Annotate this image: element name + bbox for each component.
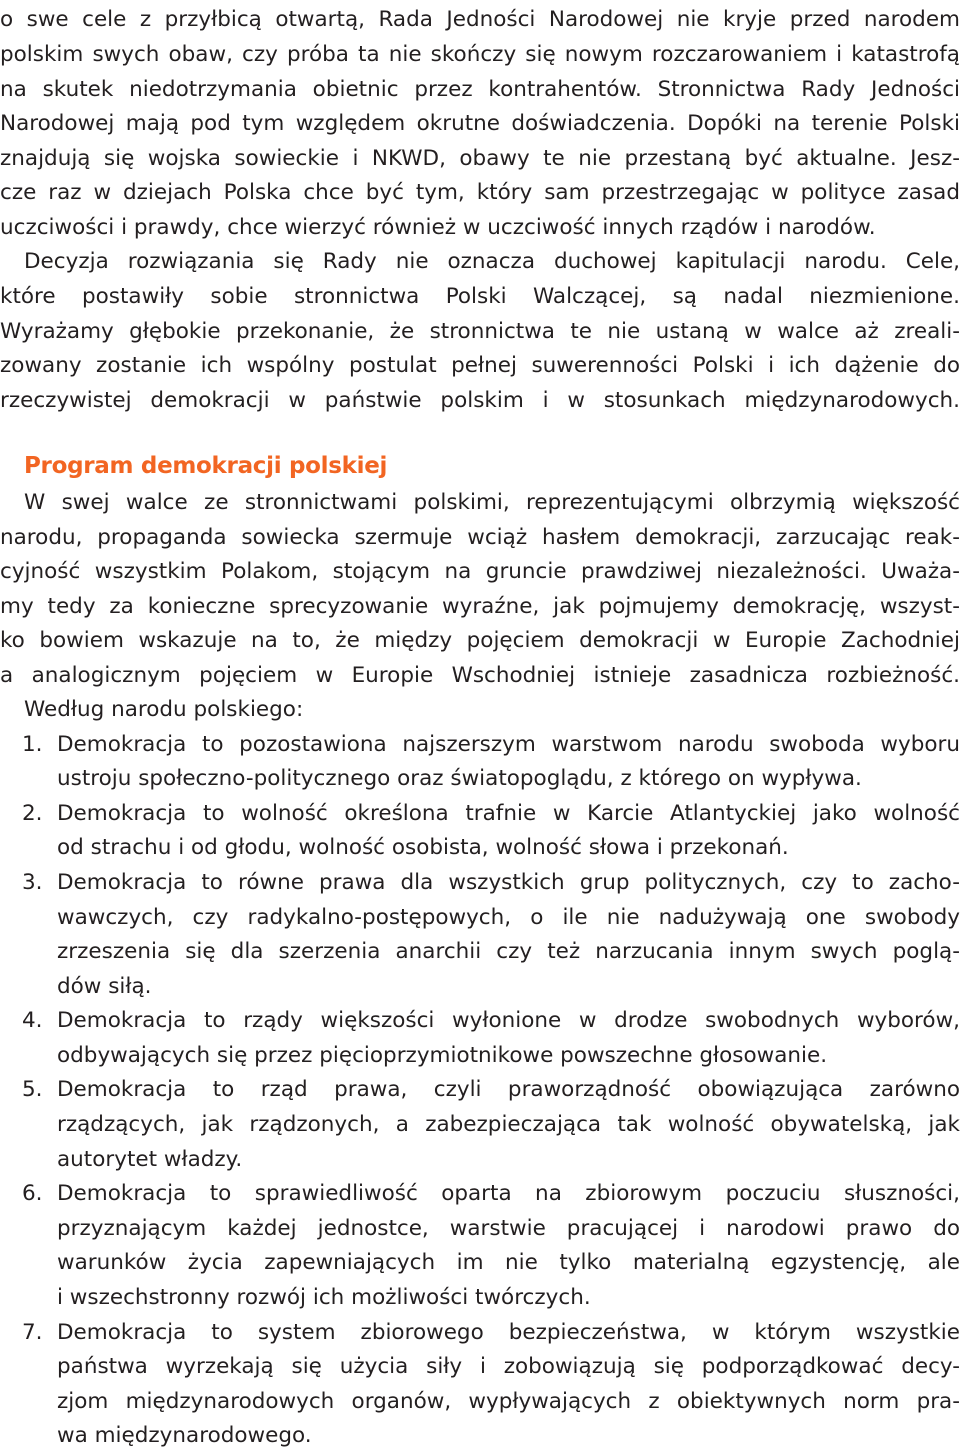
text-line: narodu, propaganda sowiecka szermuje wciąż hasłem demokracji, zarzucając reak- <box>0 525 960 550</box>
list-item-line: Demokracja to rządy większości wyłonione w drodze swobodnych wyborów, <box>57 1008 960 1033</box>
list-item-line: Demokracja to wolność określona trafnie w Karcie Atlantyckiej jako wolność <box>57 801 960 826</box>
text-line: Decyzja rozwiązania się Rady nie oznacza duchowej kapitulacji narodu. Cele, <box>24 249 960 274</box>
list-item-line: przyznającym każdej jednostce, warstwie pracującej i narodowi prawo do <box>57 1216 960 1241</box>
list-item-number: 7. <box>22 1320 43 1345</box>
text-line: my tedy za konieczne sprecyzowanie wyraźne, jak pojmujemy demokrację, wszyst- <box>0 594 960 619</box>
list-item-line: zjom międzynarodowych organów, wypływających z obiektywnych norm pra- <box>57 1389 960 1414</box>
text-line: rzeczywistej demokracji w państwie polskim i w stosunkach międzynarodowych. <box>0 388 960 413</box>
text-line: Wyrażamy głębokie przekonanie, że stronnictwa te nie ustaną w walce aż zreali- <box>0 319 960 344</box>
list-item-number: 1. <box>22 732 43 757</box>
section-heading: Program demokracji polskiej <box>24 453 388 479</box>
text-line: Narodowej mają pod tym względem okrutne doświadczenia. Dopóki na terenie Polski <box>0 111 960 136</box>
list-item-number: 2. <box>22 801 43 826</box>
text-line: a analogicznym pojęciem w Europie Wschodniej istnieje zasadnicza rozbieżność. <box>0 663 960 688</box>
list-item-line: Demokracja to rząd prawa, czyli praworządność obowiązująca zarówno <box>57 1077 960 1102</box>
list-item-line: od strachu i od głodu, wolność osobista, wolność słowa i przekonań. <box>57 835 789 860</box>
list-item-line: Demokracja to sprawiedliwość oparta na zbiorowym poczuciu słuszności, <box>57 1181 960 1206</box>
list-item-line: warunków życia zapewniających im nie tylko materialną egzystencję, ale <box>57 1250 960 1275</box>
list-item-line: rządzących, jak rządzonych, a zabezpieczająca tak wolność obywatelską, jak <box>57 1112 960 1137</box>
text-line: cyjność wszystkim Polakom, stojącym na gruncie prawdziwej niezależności. Uważa- <box>0 559 960 584</box>
text-line: o swe cele z przyłbicą otwartą, Rada Jedności Narodowej nie kryje przed narodem <box>0 7 960 32</box>
list-item-line: wawczych, czy radykalno-postępowych, o ile nie nadużywają one swobody <box>57 905 960 930</box>
list-item-line: dów siłą. <box>57 974 152 999</box>
list-item-line: wa międzynarodowego. <box>57 1423 312 1448</box>
text-line: które postawiły sobie stronnictwa Polski Walczącej, są nadal niezmienione. <box>0 284 960 309</box>
list-item-line: Demokracja to pozostawiona najszerszym warstwom narodu swoboda wyboru <box>57 732 960 757</box>
list-item-line: i wszechstronny rozwój ich możliwości twórczych. <box>57 1285 591 1310</box>
list-item-line: autorytet władzy. <box>57 1147 243 1172</box>
text-line: cze raz w dziejach Polska chce być tym, który sam przestrzegając w polityce zasad <box>0 180 960 205</box>
list-item-line: zrzeszenia się dla szerzenia anarchii czy też narzucania innym swych poglą- <box>57 939 960 964</box>
list-item-line: państwa wyrzekają się użycia siły i zobowiązują się podporządkować decy- <box>57 1354 960 1379</box>
list-item-number: 4. <box>22 1008 43 1033</box>
list-item-line: ustroju społeczno-politycznego oraz światopoglądu, z którego on wypływa. <box>57 766 862 791</box>
list-item-number: 3. <box>22 870 43 895</box>
text-line: zowany zostanie ich wspólny postulat pełnej suwerenności Polski i ich dążenie do <box>0 353 960 378</box>
list-item-line: Demokracja to równe prawa dla wszystkich grup politycznych, czy to zacho- <box>57 870 960 895</box>
list-item-line: Demokracja to system zbiorowego bezpieczeństwa, w którym wszystkie <box>57 1320 960 1345</box>
text-line: W swej walce ze stronnictwami polskimi, reprezentującymi olbrzymią większość <box>24 490 960 515</box>
text-line: uczciwości i prawdy, chce wierzyć również w uczciwość innych rządów i narodów. <box>0 215 876 240</box>
list-item-line: odbywających się przez pięcioprzymiotnikowe powszechne głosowanie. <box>57 1043 828 1068</box>
text-line: ko bowiem wskazuje na to, że między pojęciem demokracji w Europie Zachodniej <box>0 628 960 653</box>
list-item-number: 6. <box>22 1181 43 1206</box>
text-line: na skutek niedotrzymania obietnic przez kontrahentów. Stronnictwa Rady Jedności <box>0 77 960 102</box>
list-intro: Według narodu polskiego: <box>24 697 304 722</box>
list-item-number: 5. <box>22 1077 43 1102</box>
text-line: znajdują się wojska sowieckie i NKWD, obawy te nie przestaną być aktualne. Jesz- <box>0 146 960 171</box>
text-line: polskim swych obaw, czy próba ta nie skończy się nowym rozczarowaniem i katastrofą <box>0 42 960 67</box>
